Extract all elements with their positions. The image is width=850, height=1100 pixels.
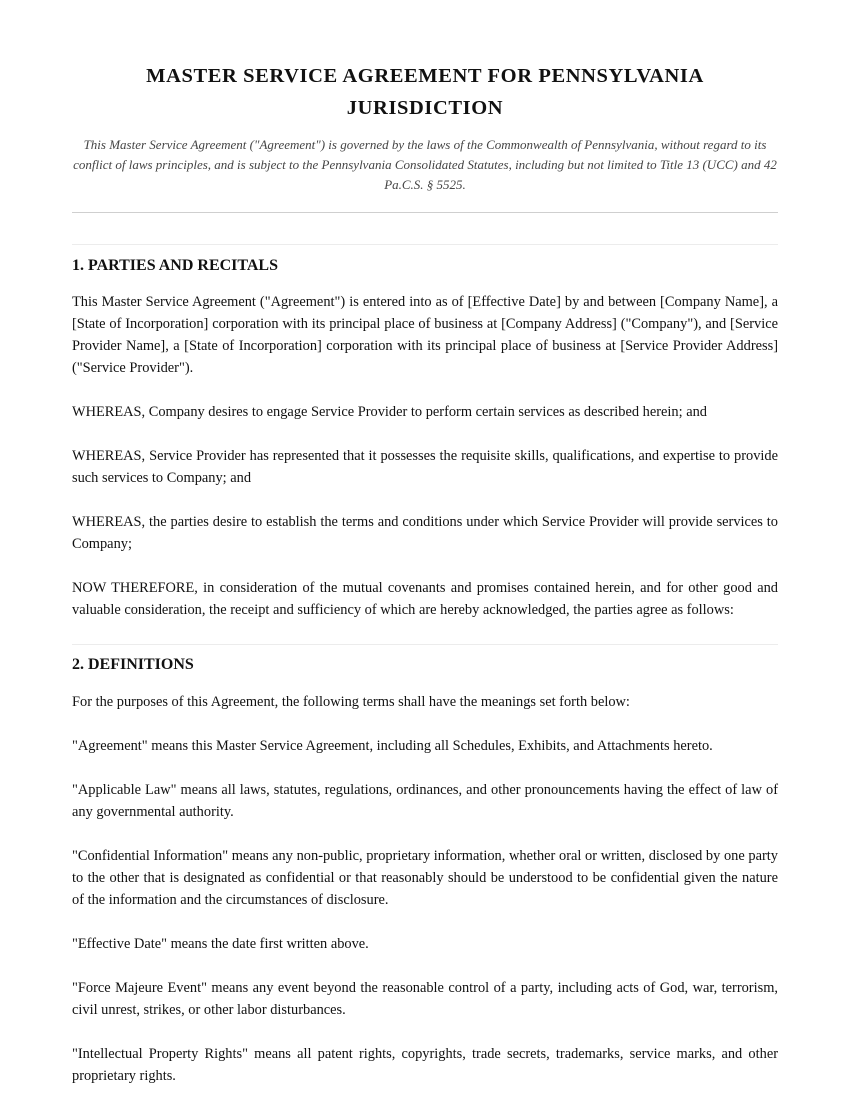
document-title: MASTER SERVICE AGREEMENT FOR PENNSYLVANIA JURISDICTION bbox=[146, 65, 704, 119]
definition-confidential-information: "Confidential Information" means any non-public, proprietary information, whether oral or written, disclosed by one party to the other that is designated as confidential or that reasonably should be understood to be confidential given the nature of the information and the circumstances of disclosure. bbox=[72, 848, 778, 908]
section-parties-and-recitals bbox=[72, 256, 778, 644]
parties-paragraph: This Master Service Agreement ("Agreement") is entered into as of [Effective Date] by and between [Company Name], a [State of Incorporation] corporation with its principal place of business at [Company Address] ("Company"), and [Service Provider Name], a [State of Incorporation] corporation with its principal place of business at [Service Provider Address] ("Service Provider"). bbox=[72, 294, 778, 376]
section-heading: 2. DEFINITIONS bbox=[72, 656, 194, 673]
recital-paragraph: WHEREAS, Company desires to engage Service Provider to perform certain services as described herein; and bbox=[72, 404, 707, 420]
definitions-intro-paragraph: For the purposes of this Agreement, the following terms shall have the meanings set forth below: bbox=[72, 694, 630, 710]
section-divider bbox=[72, 244, 778, 245]
now-therefore-paragraph: NOW THEREFORE, in consideration of the mutual covenants and promises contained herein, and for other good and valuable consideration, the receipt and sufficiency of which are hereby acknowledged, the parties agree as follows: bbox=[72, 580, 778, 618]
section-heading: 1. PARTIES AND RECITALS bbox=[72, 257, 278, 274]
recital-paragraph: WHEREAS, the parties desire to establish the terms and conditions under which Service Provider will provide services to Company; bbox=[72, 514, 778, 552]
recital-paragraph: WHEREAS, Service Provider has represented that it possesses the requisite skills, qualifications, and expertise to provide such services to Company; and bbox=[72, 448, 778, 486]
section-definitions bbox=[72, 655, 778, 1087]
section-divider bbox=[72, 644, 778, 645]
definition-intellectual-property-rights: "Intellectual Property Rights" means all patent rights, copyrights, trade secrets, trademarks, service marks, and other proprietary rights. bbox=[72, 1046, 778, 1084]
governing-law-note: This Master Service Agreement ("Agreement") is governed by the laws of the Commonwealth of Pennsylvania, without regard to its conflict of laws principles, and is subject to the Pennsylvania Consolidated Statutes, including but not limited to Title 13 (UCC) and 42 Pa.C.S. § 5525. bbox=[73, 137, 777, 192]
title-divider bbox=[72, 212, 778, 213]
definition-agreement: "Agreement" means this Master Service Agreement, including all Schedules, Exhibits, and Attachments hereto. bbox=[72, 738, 713, 754]
definition-applicable-law: "Applicable Law" means all laws, statutes, regulations, ordinances, and other pronouncements having the effect of law of any governmental authority. bbox=[72, 782, 778, 820]
definition-effective-date: "Effective Date" means the date first written above. bbox=[72, 936, 369, 952]
definition-force-majeure-event: "Force Majeure Event" means any event beyond the reasonable control of a party, including acts of God, war, terrorism, civil unrest, strikes, or other labor disturbances. bbox=[72, 980, 778, 1018]
